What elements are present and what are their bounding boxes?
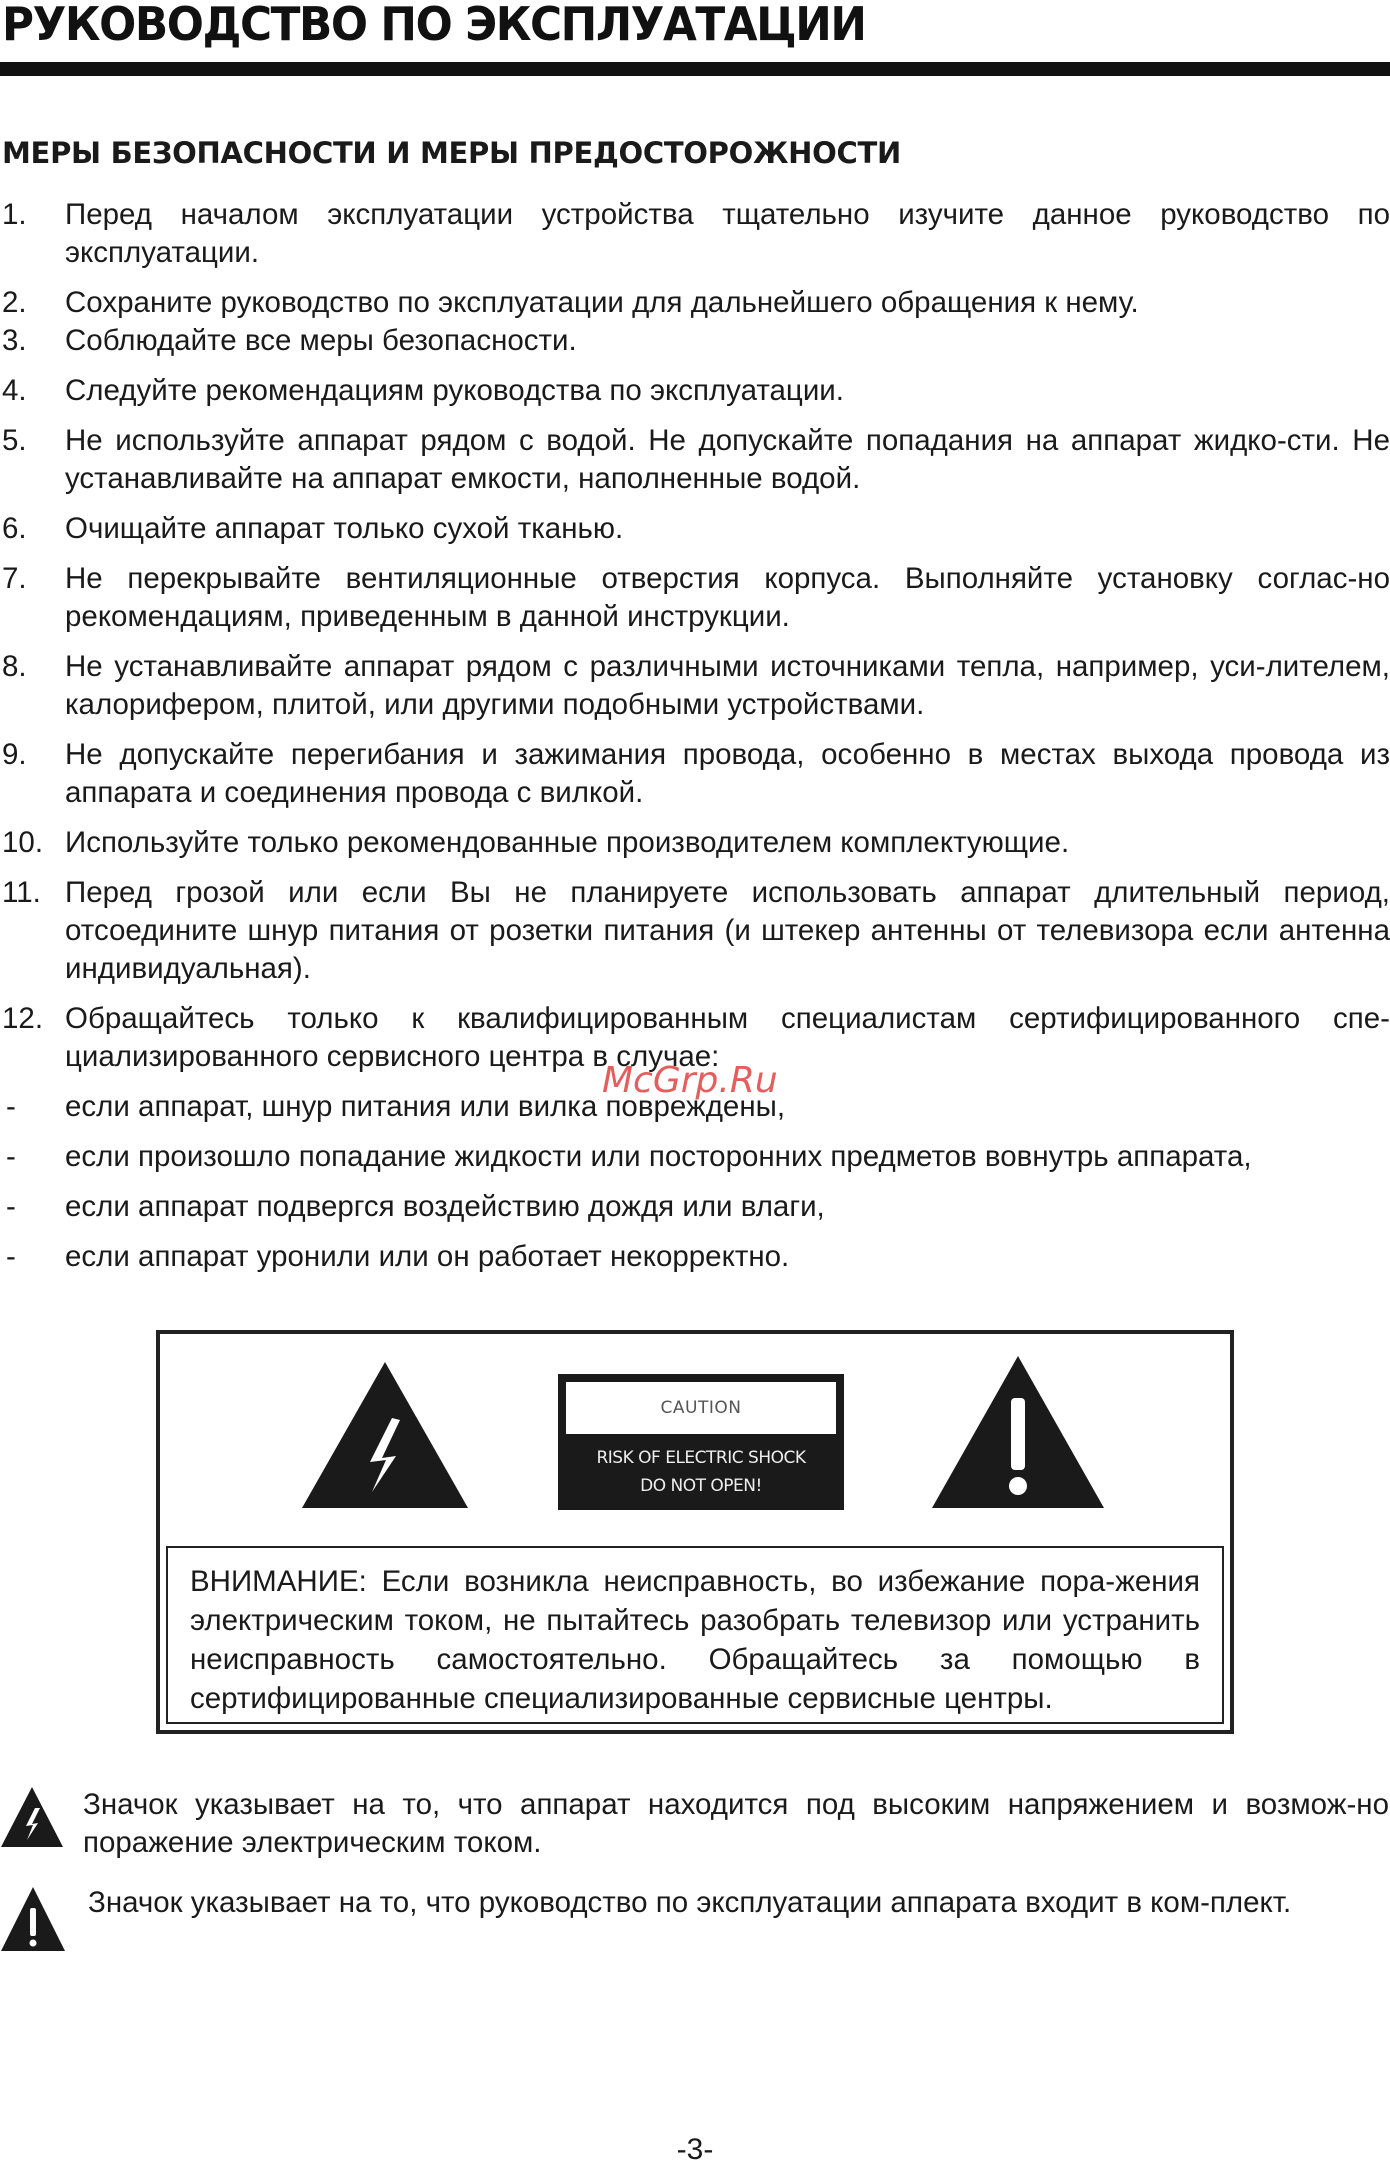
item-text: Очищайте аппарат только сухой тканью. <box>65 512 624 545</box>
item-number: 2. <box>2 286 27 319</box>
shock-line: DO NOT OPEN! <box>640 1476 762 1496</box>
list-item <box>0 422 1390 498</box>
lightning-triangle-icon <box>300 1360 470 1510</box>
item-text: если аппарат, шнур питания или вилка повреждены, <box>65 1090 786 1123</box>
item-text: если аппарат подвергся воздействию дождя или влаги, <box>65 1190 825 1223</box>
item-number: 5. <box>2 424 27 457</box>
item-number: 11. <box>2 876 41 909</box>
item-text: Обращайтесь только к квалифицированным специалистам сертифицированного спе-циализированного сервисного центра в случае: <box>65 1002 1390 1073</box>
item-text: Перед грозой или если Вы не планируете использовать аппарат длительный период, отсоедините шнур питания от розетки питания (и штекер антенны от телевизора если антенна индивидуальная). <box>65 876 1390 985</box>
list-item <box>0 322 1390 360</box>
note-text: Значок указывает на то, что руководство по эксплуатации аппарата входит в ком-плект. <box>88 1886 1292 1919</box>
item-dash: - <box>6 1240 16 1273</box>
item-dash: - <box>6 1140 16 1173</box>
list-item <box>0 372 1390 410</box>
caution-label: CAUTION <box>566 1382 836 1434</box>
exclamation-triangle-icon <box>930 1354 1106 1510</box>
sub-list-item <box>0 1238 1390 1276</box>
item-text: Не допускайте перегибания и зажимания провода, особенно в местах выхода провода из аппарата и соединения провода с вилкой. <box>65 738 1390 809</box>
shock-warning <box>558 1444 844 1500</box>
item-text: Не перекрывайте вентиляционные отверстия корпуса. Выполняйте установку соглас-но рекомендациям, приведенным в данной инструкции. <box>65 562 1390 633</box>
item-number: 1. <box>2 198 27 231</box>
item-text: Соблюдайте все меры безопасности. <box>65 324 577 357</box>
title-rule <box>0 62 1390 76</box>
list-item <box>0 284 1390 322</box>
item-text: Не устанавливайте аппарат рядом с различными источниками тепла, например, уси-лителем, калорифером, плитой, или другими подобными устройствами. <box>65 650 1390 721</box>
item-number: 4. <box>2 374 27 407</box>
lightning-triangle-icon <box>0 1786 64 1848</box>
item-text: Сохраните руководство по эксплуатации для дальнейшего обращения к нему. <box>65 286 1139 319</box>
item-number: 9. <box>2 738 27 771</box>
list-item <box>0 824 1390 862</box>
item-text: Следуйте рекомендациям руководства по эксплуатации. <box>65 374 844 407</box>
list-item <box>0 874 1390 988</box>
warning-box <box>156 1330 1234 1734</box>
shock-line: RISK OF ELECTRIC SHOCK <box>596 1448 806 1468</box>
item-text: Перед началом эксплуатации устройства тщательно изучите данное руководство по эксплуатации. <box>65 198 1390 269</box>
item-number: 7. <box>2 562 27 595</box>
list-item <box>0 736 1390 812</box>
item-text: если аппарат уронили или он работает некорректно. <box>65 1240 790 1273</box>
item-number: 3. <box>2 324 27 357</box>
item-number: 6. <box>2 512 27 545</box>
note-text: Значок указывает на то, что аппарат находится под высоким напряжением и возмож-но поражение электрическим током. <box>83 1788 1389 1859</box>
item-text: Используйте только рекомендованные производителем комплектующие. <box>65 826 1070 859</box>
watermark: McGrp.Ru <box>602 1060 778 1101</box>
page-title: РУКОВОДСТВО ПО ЭКСПЛУАТАЦИИ <box>2 0 866 51</box>
item-number: 8. <box>2 650 27 683</box>
item-number: 10. <box>2 826 44 859</box>
section-heading: МЕРЫ БЕЗОПАСНОСТИ И МЕРЫ ПРЕДОСТОРОЖНОСТИ <box>2 136 901 170</box>
list-item <box>0 560 1390 636</box>
exclamation-triangle-icon <box>0 1886 66 1952</box>
caution-plate <box>558 1374 844 1510</box>
list-item <box>0 648 1390 724</box>
item-text: Не используйте аппарат рядом с водой. Не допускайте попадания на аппарат жидко-сти. Не устанавливайте на аппарат емкости, наполненные водой. <box>65 424 1390 495</box>
warning-text: ВНИМАНИЕ: Если возникла неисправность, во избежание пора-жения электрическим током, не пытайтесь разобрать телевизор или устранить неисправность самостоятельно. Обращайтесь за помощью в сертифицированные специализированные сервисные центры. <box>190 1565 1200 1715</box>
list-item <box>0 196 1390 272</box>
list-item <box>0 510 1390 548</box>
warning-text-frame <box>166 1546 1224 1724</box>
page-number: -3- <box>676 2133 714 2166</box>
safety-list <box>0 196 1390 1288</box>
sub-list-item <box>0 1138 1390 1176</box>
item-text: если произошло попадание жидкости или посторонних предметов вовнутрь аппарата, <box>65 1140 1252 1173</box>
item-dash: - <box>6 1190 16 1223</box>
item-number: 12. <box>2 1002 44 1035</box>
item-dash: - <box>6 1090 16 1123</box>
sub-list-item <box>0 1188 1390 1226</box>
